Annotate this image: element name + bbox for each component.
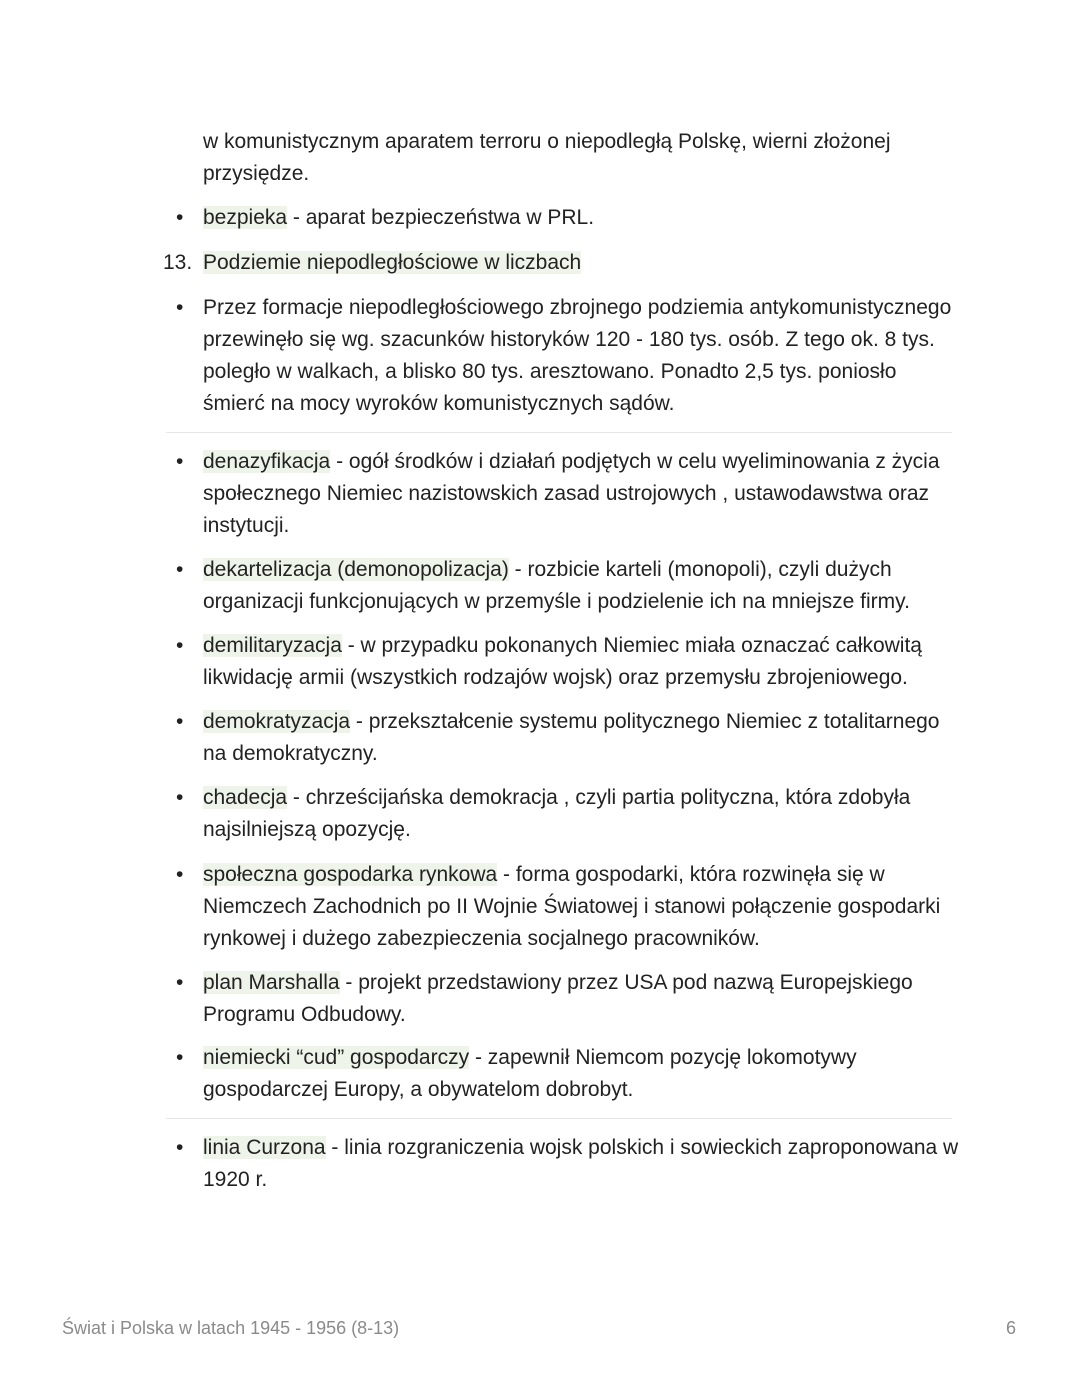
definition-item [203,446,963,542]
bullet-icon: • [176,206,184,229]
term: chadecja [203,786,288,809]
term: denazyfikacja [203,450,331,473]
term: niemiecki “cud” gospodarczy [203,1046,470,1069]
definition-bezpieka [203,202,963,234]
section-heading [203,247,963,279]
definition: - projekt przedstawiony przez USA pod nazwą Europejskiego Programu Odbudowy. [203,971,913,1026]
bullet-icon: • [176,634,184,657]
section-text: Przez formacje niepodległościowego zbrojnego podziemia antykomunistycznego przewinęło się wg. szacunków historyków 120 - 180 tys. osób. Z tego ok. 8 tys. poległo w walkach, a blisko 80 tys. aresztowano. Ponadto 2,5 tys. poniosło śmierć na mocy wyroków komunistycznych sądów. [203,296,952,415]
divider [166,1118,952,1119]
continuation-text: w komunistycznym aparatem terroru o niepodległą Polskę, wierni złożonej przysiędze. [203,130,891,185]
definition-item [203,630,963,694]
term: plan Marshalla [203,971,340,994]
definition: - ogół środków i działań podjętych w celu wyeliminowania z życia społecznego Niemiec nazistowskich zasad ustrojowych , ustawodawstwa oraz instytucji. [203,450,940,537]
bullet-icon: • [176,971,184,994]
bullet-icon: • [176,296,184,319]
def-curzon: - linia rozgraniczenia wojsk polskich i sowieckich zaproponowana w 1920 r. [203,1136,959,1191]
bullet-icon: • [176,863,184,886]
section-number: 13. [163,251,193,274]
definition-item [203,1042,963,1106]
term: dekartelizacja (demonopolizacja) [203,558,509,581]
definition: - forma gospodarki, która rozwinęła się w Niemczech Zachodnich po II Wojnie Światowej i stanowi połączenie gospodarki rynkowej i dużego zabezpieczenia socjalnego pracowników. [203,863,941,950]
term-curzon: linia Curzona [203,1136,326,1159]
bullet-icon: • [176,450,184,473]
definition-item [203,554,963,618]
footer-title: Świat i Polska w latach 1945 - 1956 (8-13) [62,1318,400,1338]
bullet-icon: • [176,558,184,581]
section-title: Podziemie niepodległościowe w liczbach [203,251,582,274]
definition-curzon [203,1132,963,1196]
def-bezpieka: - aparat bezpieczeństwa w PRL. [287,206,595,229]
definition: - przekształcenie systemu politycznego Niemiec z totalitarnego na demokratyczny. [203,710,940,765]
bullet-icon: • [176,786,184,809]
bullet-icon: • [176,1046,184,1069]
definition: - zapewnił Niemcom pozycję lokomotywy gospodarczej Europy, a obywatelom dobrobyt. [203,1046,857,1101]
term: demokratyzacja [203,710,351,733]
divider [166,432,952,433]
definition: - w przypadku pokonanych Niemiec miała oznaczać całkowitą likwidację armii (wszystkich rodzajów wojsk) oraz przemysłu zbrojeniowego. [203,634,922,689]
term: demilitaryzacja [203,634,342,657]
definition: - chrześcijańska demokracja , czyli partia polityczna, która zdobyła najsilniejszą opozycję. [203,786,911,841]
term: społeczna gospodarka rynkowa [203,863,498,886]
bullet-icon: • [176,1136,184,1159]
definition-item [203,782,963,846]
bullet-icon: • [176,710,184,733]
term-bezpieka: bezpieka [203,206,288,229]
definition-item [203,967,963,1031]
definition-item [203,859,963,955]
definition-item [203,706,963,770]
definition: - rozbicie karteli (monopoli), czyli dużych organizacji funkcjonujących w przemyśle i podzielenie ich na mniejsze firmy. [203,558,910,613]
page-number: 6 [1006,1318,1017,1338]
